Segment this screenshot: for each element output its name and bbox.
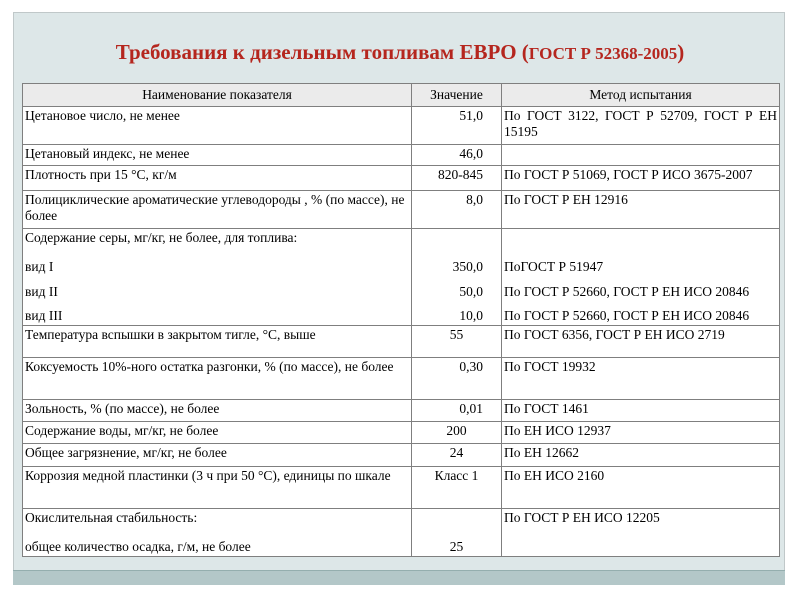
cell-method bbox=[502, 229, 780, 251]
cell-name: Цетановый индекс, не менее bbox=[23, 145, 412, 166]
cell-value: 51,0 bbox=[412, 107, 502, 145]
slide-title bbox=[0, 40, 800, 65]
cell-value: 820-845 bbox=[412, 166, 502, 191]
title-main: Требования к дизельным топливам ЕВРО ( bbox=[115, 40, 529, 64]
cell-method: ПоГОСТ Р 51947 bbox=[502, 251, 780, 276]
cell-value: 50,0 bbox=[412, 276, 502, 301]
cell-name: Полициклические ароматические углеводороды , % (по массе), не более bbox=[23, 191, 412, 229]
cell-name: Коксуемость 10%-ного остатка разгонки, % (по массе), не более bbox=[23, 358, 412, 400]
cell-name: Температура вспышки в закрытом тигле, °С, выше bbox=[23, 326, 412, 358]
cell-name: вид II bbox=[23, 276, 412, 301]
table-row bbox=[23, 251, 780, 276]
cell-name: вид I bbox=[23, 251, 412, 276]
table-row bbox=[23, 107, 780, 145]
cell-value bbox=[412, 509, 502, 533]
table-row bbox=[23, 276, 780, 301]
cell-value: 200 bbox=[412, 422, 502, 444]
cell-method: По ГОСТ 19932 bbox=[502, 358, 780, 400]
table-row bbox=[23, 166, 780, 191]
cell-method: По ГОСТ Р 52660, ГОСТ Р ЕН ИСО 20846 bbox=[502, 301, 780, 326]
spec-table bbox=[22, 83, 780, 557]
cell-value: 8,0 bbox=[412, 191, 502, 229]
cell-method bbox=[502, 145, 780, 166]
cell-name: Общее загрязнение, мг/кг, не более bbox=[23, 444, 412, 467]
slide-bottom-strip bbox=[13, 570, 785, 585]
cell-value: 24 bbox=[412, 444, 502, 467]
cell-value: 10,0 bbox=[412, 301, 502, 326]
cell-name: Цетановое число, не менее bbox=[23, 107, 412, 145]
cell-method bbox=[502, 533, 780, 557]
cell-name: Плотность при 15 °С, кг/м bbox=[23, 166, 412, 191]
cell-value bbox=[412, 229, 502, 251]
table-row bbox=[23, 533, 780, 557]
header-method: Метод испытания bbox=[502, 84, 780, 107]
cell-method: По ЕН ИСО 2160 bbox=[502, 467, 780, 509]
cell-value: 0,30 bbox=[412, 358, 502, 400]
table-row bbox=[23, 444, 780, 467]
cell-value: 0,01 bbox=[412, 400, 502, 422]
header-value: Значение bbox=[412, 84, 502, 107]
table-row bbox=[23, 145, 780, 166]
cell-method: По ГОСТ Р 51069, ГОСТ Р ИСО 3675-2007 bbox=[502, 166, 780, 191]
table-row bbox=[23, 509, 780, 533]
table-row bbox=[23, 191, 780, 229]
cell-value: Класс 1 bbox=[412, 467, 502, 509]
cell-name: Окислительная стабильность: bbox=[23, 509, 412, 533]
title-gost: ГОСТ Р 52368-2005 bbox=[528, 44, 678, 63]
cell-name: Содержание серы, мг/кг, не более, для топлива: bbox=[23, 229, 412, 251]
table-row bbox=[23, 422, 780, 444]
cell-method: По ГОСТ Р 52660, ГОСТ Р ЕН ИСО 20846 bbox=[502, 276, 780, 301]
cell-method: По ГОСТ Р ЕН ИСО 12205 bbox=[502, 509, 780, 533]
table-row bbox=[23, 358, 780, 400]
table-row bbox=[23, 301, 780, 326]
table-row bbox=[23, 467, 780, 509]
table-row bbox=[23, 326, 780, 358]
table-header-row bbox=[23, 84, 780, 107]
cell-value: 350,0 bbox=[412, 251, 502, 276]
cell-value: 55 bbox=[412, 326, 502, 358]
cell-method: По ЕН 12662 bbox=[502, 444, 780, 467]
title-close: ) bbox=[677, 40, 685, 64]
cell-method: По ГОСТ 1461 bbox=[502, 400, 780, 422]
header-name: Наименование показателя bbox=[23, 84, 412, 107]
table-row bbox=[23, 229, 780, 251]
cell-value: 25 bbox=[412, 533, 502, 557]
table-row bbox=[23, 400, 780, 422]
cell-method: По ЕН ИСО 12937 bbox=[502, 422, 780, 444]
cell-method: По ГОСТ 3122, ГОСТ Р 52709, ГОСТ Р ЕН 15195 bbox=[502, 107, 780, 145]
cell-value: 46,0 bbox=[412, 145, 502, 166]
cell-method: По ГОСТ Р ЕН 12916 bbox=[502, 191, 780, 229]
cell-name: общее количество осадка, г/м, не более bbox=[23, 533, 412, 557]
cell-name: Содержание воды, мг/кг, не более bbox=[23, 422, 412, 444]
cell-name: Зольность, % (по массе), не более bbox=[23, 400, 412, 422]
cell-name: вид III bbox=[23, 301, 412, 326]
cell-name: Коррозия медной пластинки (3 ч при 50 °С), единицы по шкале bbox=[23, 467, 412, 509]
cell-method: По ГОСТ 6356, ГОСТ Р ЕН ИСО 2719 bbox=[502, 326, 780, 358]
